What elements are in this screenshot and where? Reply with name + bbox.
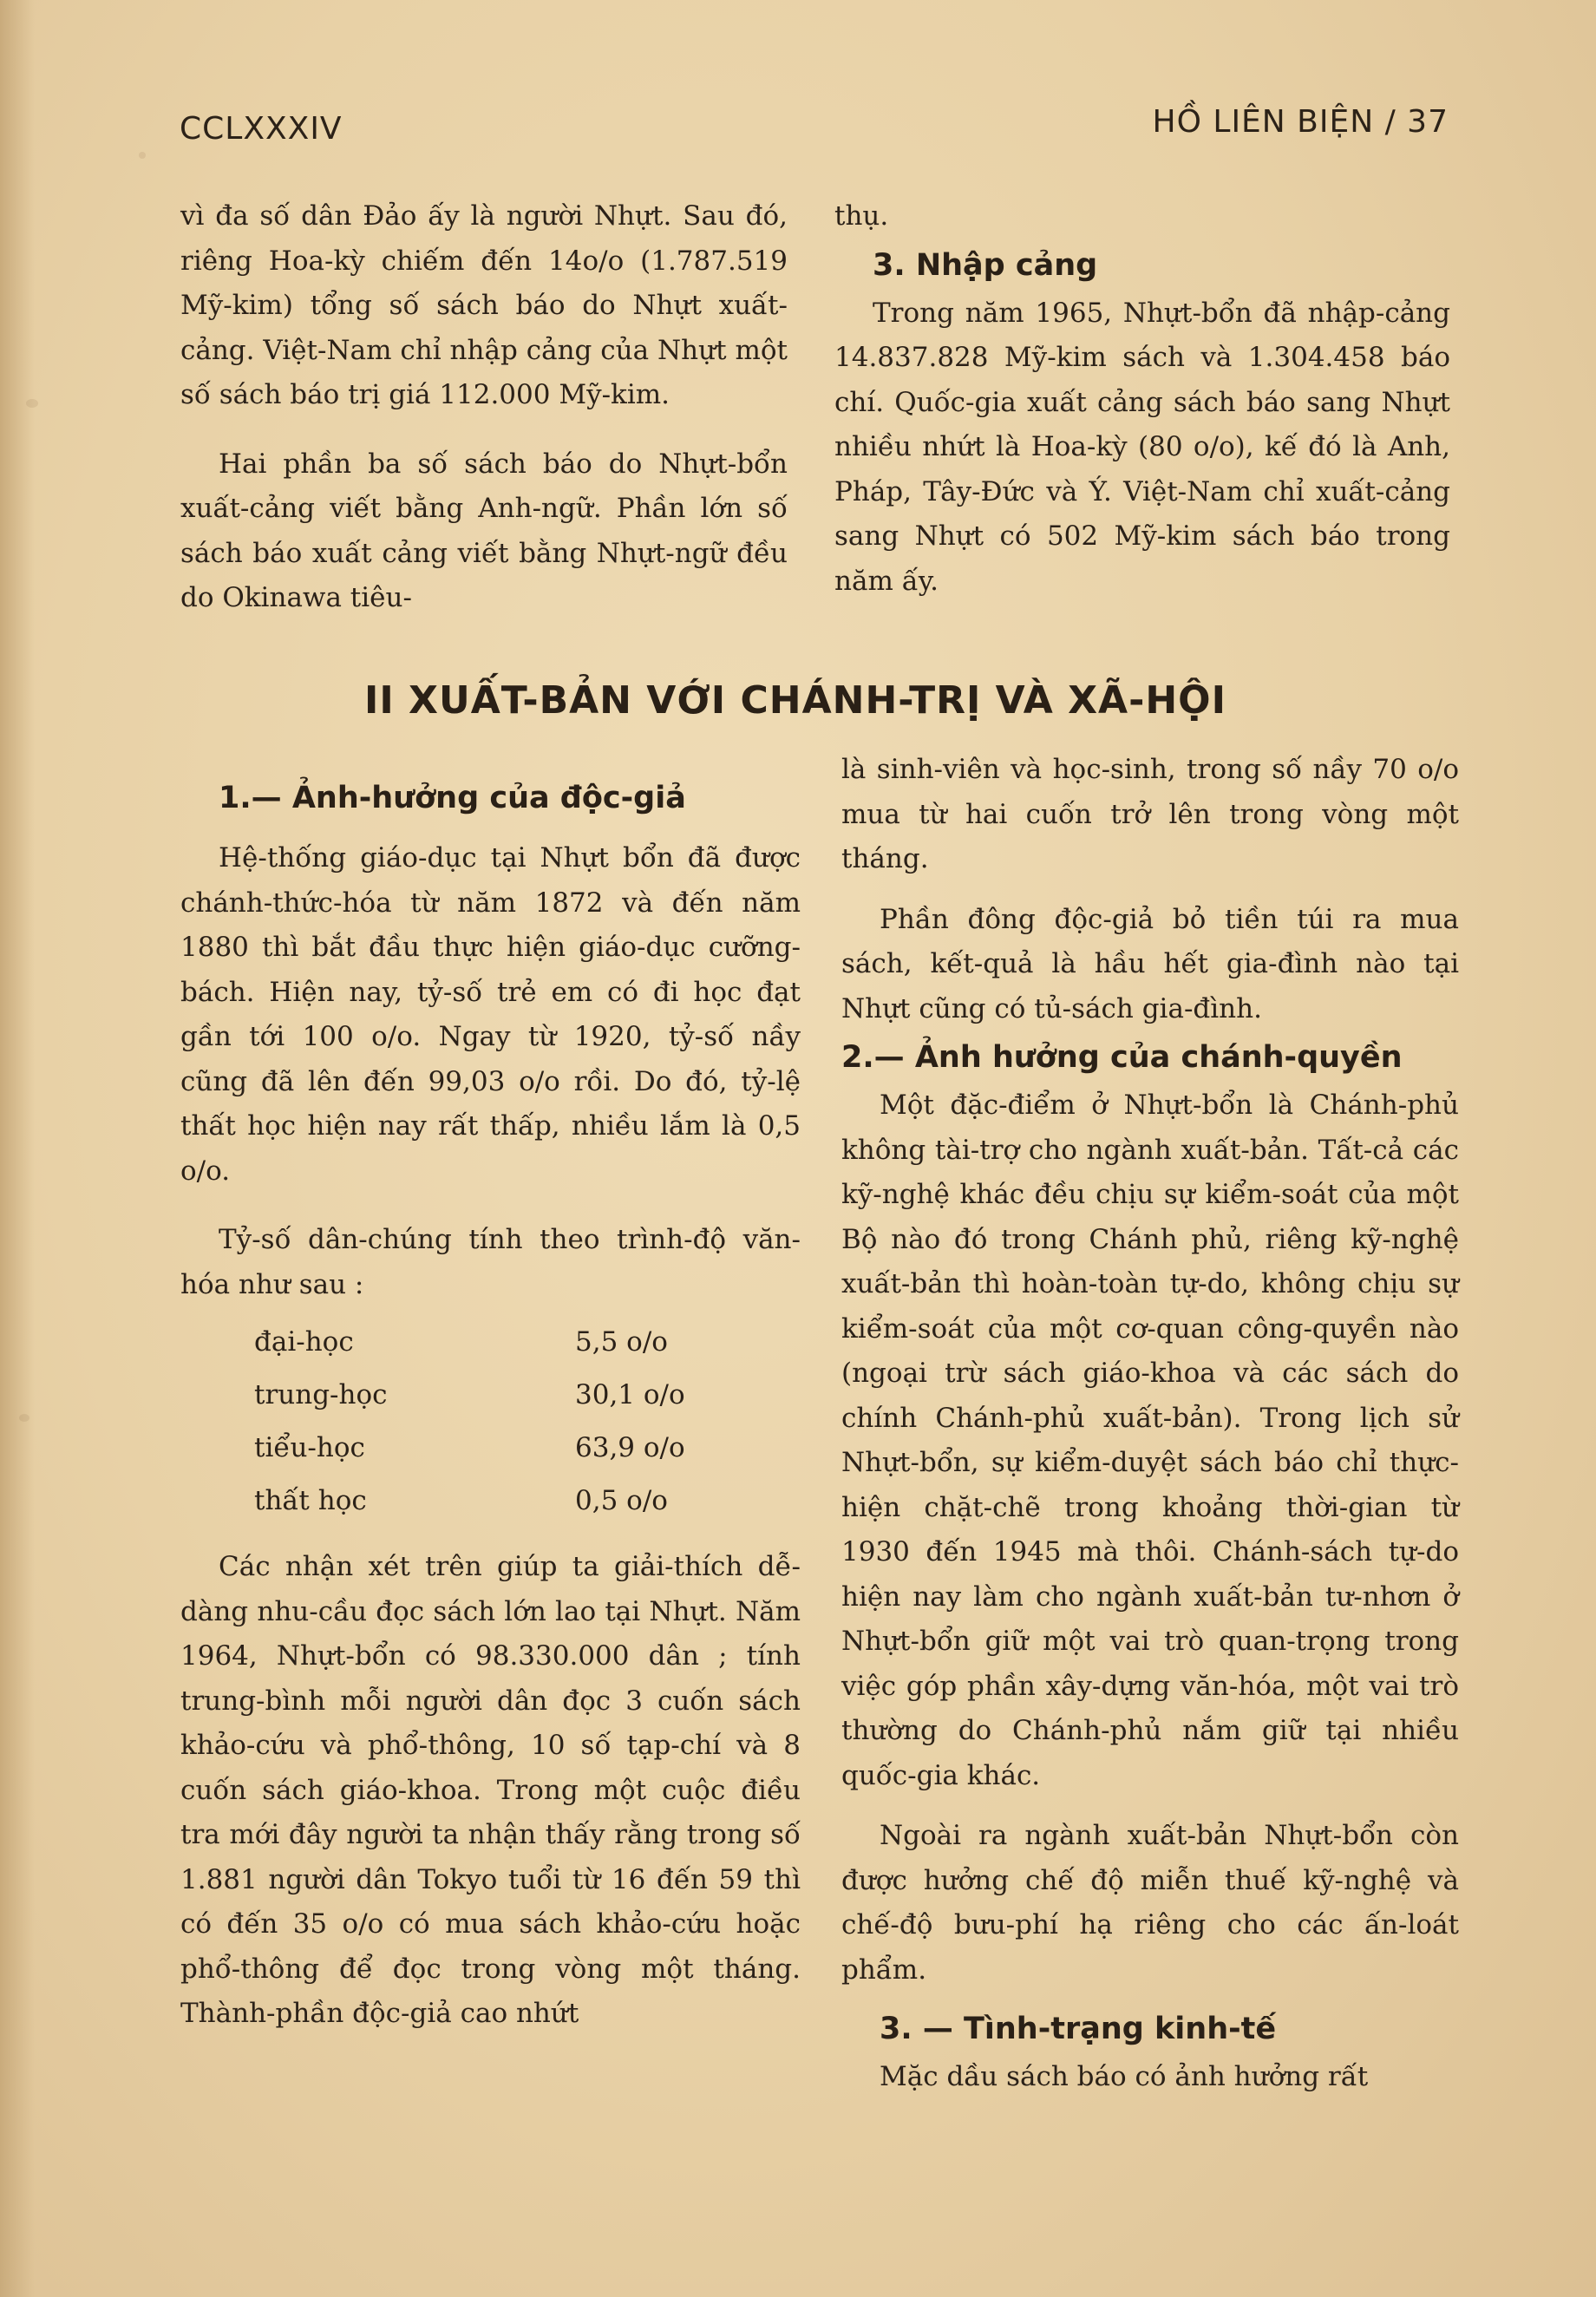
- subsection-heading: 3. Nhập cảng: [873, 247, 1098, 283]
- table-row: [254, 1422, 685, 1475]
- subsection-heading: 3. — Tình-trạng kinh-tế: [880, 2012, 1277, 2046]
- page-running-head: HỒ LIÊN BIỆN / 37: [1152, 104, 1449, 140]
- top-right-column: [834, 194, 1450, 604]
- paragraph: Mặc dầu sách báo có ảnh hưởng rất: [880, 2061, 1369, 2092]
- literacy-table: [254, 1316, 685, 1528]
- table-row: [254, 1475, 685, 1528]
- education-percent: 5,5 o/o: [575, 1325, 668, 1358]
- paragraph: Các nhận xét trên giúp ta giải-thích dễ-dàng nhu-cầu đọc sách lớn lao tại Nhựt. Năm 1964, Nhựt-bổn có 98.330.000 dân ; tính trung-bình mỗi người dân đọc 3 cuốn sách khảo-cứu và phổ-thông, 10 số tạp-chí và 8 cuốn sách giáo-khoa. Trong một cuộc điều tra mới đây người ta nhận thấy rằng trong số 1.881 người dân Tokyo tuổi từ 16 đến 59 thì có đến 35 o/o có mua sách khảo-cứu hoặc phổ-thông để đọc trong vòng một tháng. Thành-phần độc-giả cao nhứt: [180, 1551, 801, 2029]
- education-percent: 30,1 o/o: [575, 1378, 685, 1410]
- paper-spot: [139, 152, 146, 159]
- paragraph: Tỷ-số dân-chúng tính theo trình-độ văn-hóa như sau :: [180, 1224, 801, 1300]
- education-level: đại-học: [254, 1325, 354, 1358]
- paragraph: vì đa số dân Đảo ấy là người Nhựt. Sau đó, riêng Hoa-kỳ chiếm đến 14o/o (1.787.519 Mỹ-kim) tổng số sách báo do Nhựt xuất-cảng. Việt-Nam chỉ nhập cảng của Nhựt một số sách báo trị giá 112.000 Mỹ-kim.: [180, 200, 788, 410]
- section-title: II XUẤT-BẢN VỚI CHÁNH-TRỊ VÀ XÃ-HỘI: [364, 678, 1226, 723]
- paragraph: Một đặc-điểm ở Nhựt-bổn là Chánh-phủ không tài-trợ cho ngành xuất-bản. Tất-cả các kỹ-nghệ khác đều chịu sự kiểm-soát của một Bộ nào đó trong Chánh phủ, riêng kỹ-nghệ xuất-bản thì hoàn-toàn tự-do, không chịu sự kiểm-soát của một cơ-quan công-quyền nào (ngoại trừ sách giáo-khoa và các sách do chính Chánh-phủ xuất-bản). Trong lịch sử Nhựt-bổn, sự kiểm-duyệt sách báo chỉ thực-hiện chặt-chẽ trong khoảng thời-gian từ 1930 đến 1945 mà thôi. Chánh-sách tự-do hiện nay làm cho ngành xuất-bản tư-nhơn ở Nhựt-bổn giữ một vai trò quan-trọng trong việc góp phần xây-dựng văn-hóa, một vai trò thường do Chánh-phủ nắm giữ tại nhiều quốc-gia khác.: [841, 1090, 1459, 1791]
- education-level: thất học: [254, 1484, 367, 1516]
- paragraph: là sinh-viên và học-sinh, trong số nầy 70 o/o mua từ hai cuốn trở lên trong vòng một tháng.: [841, 754, 1459, 874]
- top-left-column: [180, 194, 788, 621]
- table-row: [254, 1369, 685, 1422]
- left-column: [180, 772, 801, 2037]
- paper-spot: [26, 399, 38, 408]
- subsection-heading: 1.— Ảnh-hưởng của độc-giả: [219, 781, 686, 815]
- paragraph: Trong năm 1965, Nhựt-bổn đã nhập-cảng 14.837.828 Mỹ-kim sách và 1.304.458 báo chí. Quốc-gia xuất cảng sách báo sang Nhựt nhiều nhứt là Hoa-kỳ (80 o/o), kế đó là Anh, Pháp, Tây-Đức và Ý. Việt-Nam chỉ xuất-cảng sang Nhựt có 502 Mỹ-kim sách báo trong năm ấy.: [834, 297, 1450, 597]
- education-level: trung-học: [254, 1378, 388, 1410]
- page-series-number: CCLXXXIV: [180, 111, 343, 147]
- paragraph: Hai phần ba số sách báo do Nhựt-bổn xuất-cảng viết bằng Anh-ngữ. Phần lớn số sách báo xuất cảng viết bằng Nhựt-ngữ đều do Okinawa tiêu-: [180, 448, 788, 613]
- table-row: [254, 1316, 685, 1369]
- education-percent: 63,9 o/o: [575, 1431, 685, 1463]
- education-percent: 0,5 o/o: [575, 1484, 668, 1516]
- paragraph: thụ.: [834, 200, 889, 232]
- education-level: tiểu-học: [254, 1431, 365, 1463]
- paragraph: Phần đông độc-giả bỏ tiền túi ra mua sách, kết-quả là hầu hết gia-đình nào tại Nhựt cũng có tủ-sách gia-đình.: [841, 903, 1459, 1024]
- subsection-heading: 2.— Ảnh hưởng của chánh-quyền: [841, 1040, 1403, 1075]
- paragraph: Hệ-thống giáo-dục tại Nhựt bổn đã được chánh-thức-hóa từ năm 1872 và đến năm 1880 thì bắt đầu thực hiện giáo-dục cưỡng-bách. Hiện nay, tỷ-số trẻ em có đi học đạt gần tới 100 o/o. Ngay từ 1920, tỷ-số nầy cũng đã lên đến 99,03 o/o rồi. Do đó, tỷ-lệ thất học hiện nay rất thấp, nhiều lắm là 0,5 o/o.: [180, 842, 801, 1187]
- paragraph: Ngoài ra ngành xuất-bản Nhựt-bổn còn được hưởng chế độ miễn thuế kỹ-nghệ và chế-độ bưu-phí hạ riêng cho các ấn-loát phẩm.: [841, 1820, 1459, 1986]
- right-column: [841, 748, 1459, 2100]
- paper-spot: [19, 1414, 29, 1422]
